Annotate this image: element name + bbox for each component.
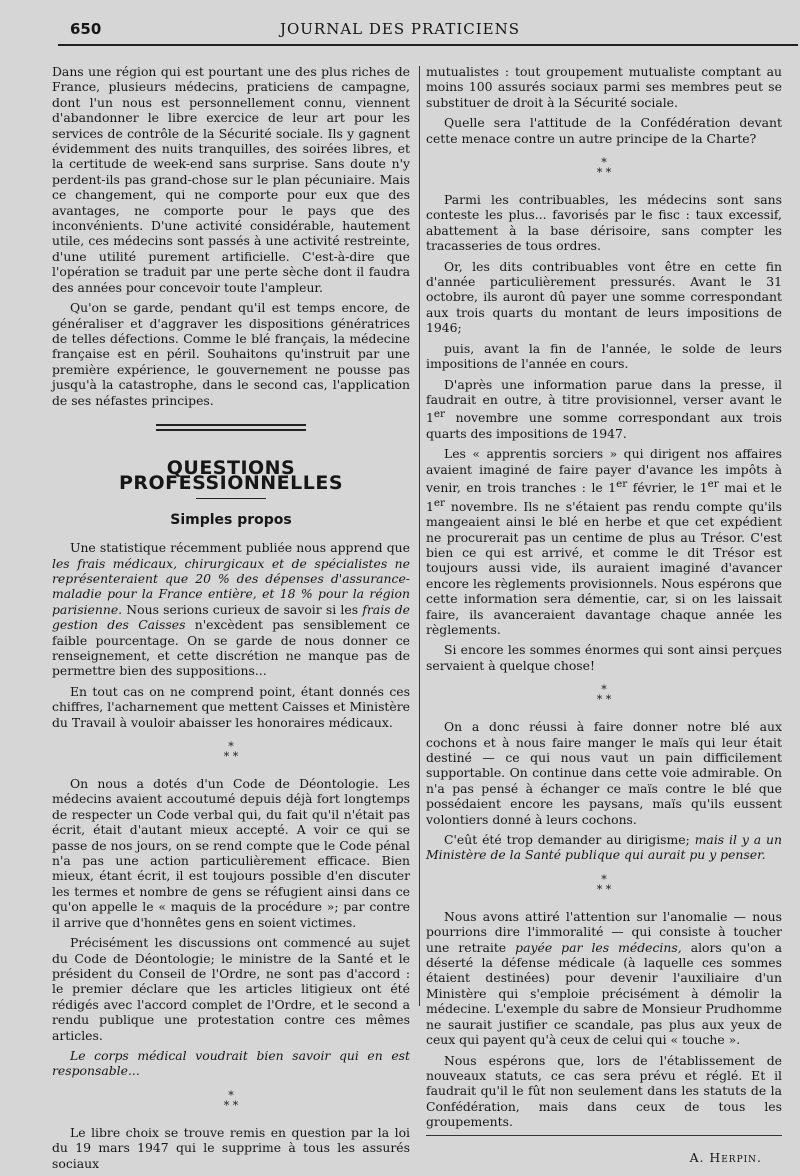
superscript: er	[433, 408, 445, 421]
italic-run: frais de gestion des Caisses	[52, 601, 410, 633]
paragraph-confederation: Quelle sera l'attitude de la Confédération devant cette menace contre un autre principe de la Charte?	[426, 115, 782, 146]
intro-paragraph-1: Dans une région qui est pourtant une des plus riches de France, plusieurs médecins, praticiens de campagne, dont l'un nous est personnellement connu, viennent d'abandonner le libre exercice de leur art pour les services de contrôle de la Sécurité sociale. Ils y gagnent évidemment des nuits tranquilles, des soirées libres, et la certitude de week-end sans surprise. Sans doute n'y perdent-ils pas grand-chose sur le plan pécuniaire. Mais ce changement, qui ne comporte pour eux que des avantages, ne comporte pour le pays que des inconvénients. D'une activité considérable, hautement utile, ces médecins sont passés à une activité restreinte, d'une utilité purement artificielle. C'est-à-dire que l'opération se traduit par une perte sèche dont il faudra des années pour concevoir toute l'ampleur.	[52, 64, 410, 295]
paragraph-statuts: Nous espérons que, lors de l'établissement de nouveaux statuts, ce cas sera prévu et réglé. Et il faudrait qu'il le fût non seulement dans les statuts de la Confédération, mais dans ceux de tous les groupements.	[426, 1052, 782, 1130]
asterism: * * *	[596, 872, 612, 896]
text-run: Nous serions curieux de savoir si les	[122, 601, 363, 617]
paragraph-information	[426, 377, 782, 442]
text-run: novembre une somme correspondant aux trois quarts des impositions de 1947.	[426, 410, 782, 441]
italic-run: payée par les médecins,	[515, 939, 682, 955]
paragraph-solde: puis, avant la fin de l'année, le solde de leurs impositions de l'année en cours.	[426, 340, 782, 372]
paragraph-ble-cochons: On a donc réussi à faire donner notre blé aux cochons et à nous faire manger le maïs qui leur était destiné — ce qui nous vaut un pain difficilement supportable. On continue dans cette voie admirable. On n'a pas pensé à échanger ce maïs contre le blé que possédaient encore les paysans, maïs qu'ils eussent volontiers donné à leurs cochons.	[426, 719, 782, 827]
asterism: * * *	[223, 740, 239, 764]
paragraph-anomalie	[426, 909, 782, 1048]
text-run: février, le 1	[627, 480, 708, 496]
text-run: Les « apprentis sorciers » qui dirigent nos affaires avaient imaginé de faire payer d'avance les impôts à venir, en trois tranches : le 1	[426, 446, 782, 496]
page-header	[0, 16, 800, 46]
text-run: mai et le 1	[426, 480, 782, 514]
superscript: er	[616, 478, 628, 491]
right-column	[426, 64, 782, 1165]
paragraph-discussions: Précisément les discussions ont commencé au sujet du Code de Déontologie; le ministre de la Santé et le président du Conseil de l'Ordre, ne sont pas d'accord : le premier déclare que les articles litigieux ont été rédigés avec l'accord complet de l'Ordre, et le second a rendu publique une protestation contre ces mêmes articles.	[52, 935, 410, 1043]
left-column	[52, 64, 410, 1176]
paragraph-apprentis-sorciers	[426, 446, 782, 637]
asterism: * * *	[223, 1088, 239, 1112]
text-run: novembre. Ils ne s'étaient pas rendu compte qu'ils mangeaient ainsi le blé en herbe et que cet expédient ne procurerait pas un centime de plus au Trésor. C'est bien ce qui est arrivé, et comme le dit Trésor est toujours aussi vide, ils auraient imaginé d'avancer encore les règlements provisionnels. Nous espérons que cette information sera démentie, car, si on les laissait faire, ils avanceraient davantage chaque année les règlements.	[426, 498, 782, 637]
title-rule	[196, 498, 266, 499]
paragraph-pressures: Or, les dits contribuables vont être en cette fin d'année particulièrement pressurés. Avant le 31 octobre, ils auront dû payer une somme correspondant aux trois quarts du montant de leurs impositions de 1946;	[426, 258, 782, 336]
journal-title: JOURNAL DES PRATICIENS	[279, 20, 521, 38]
superscript: er	[707, 478, 719, 491]
italic-run: les frais médicaux, chirurgicaux et de spécialistes ne représenteraient que 20 % des dépenses d'assurance-maladie pour la France entière, et 18 % pour la région parisienne.	[52, 555, 410, 617]
paragraph-sommes: Si encore les sommes énormes qui sont ainsi perçues servaient à quelque chose!	[426, 642, 782, 673]
text-run: Nous avons attiré l'attention sur l'anomalie — nous pourrions dire l'immoralité — qui consiste à toucher une retraite	[426, 908, 782, 955]
paragraph-libre-choix: Le libre choix se trouve remis en question par la loi du 19 mars 1947 qui le supprime à tous les assurés sociaux	[52, 1124, 410, 1171]
paragraph-statistique	[52, 540, 410, 679]
header-rule	[58, 44, 798, 46]
asterism: * * *	[596, 683, 612, 707]
paragraph-honoraires: En tout cas on ne comprend point, étant donnés ces chiffres, l'acharnement que mettent Caisses et Ministère du Travail à vouloir abaisser les honoraires médicaux.	[52, 683, 410, 730]
text-run: Une statistique récemment publiée nous apprend que	[70, 540, 410, 556]
asterism: * * *	[596, 156, 612, 180]
paragraph-contribuables: Parmi les contribuables, les médecins sont sans conteste les plus... favorisés par le fisc : taux excessif, abattement à la base dérisoire, sans compter les tracasseries de tous ordres.	[426, 192, 782, 254]
italic-run: Le corps médical voudrait bien savoir qui en est responsable...	[52, 1047, 410, 1079]
text-run: C'eût été trop demander au dirigisme;	[444, 832, 695, 848]
intro-paragraph-2: Qu'on se garde, pendant qu'il est temps encore, de généraliser et d'aggraver les dispositions génératrices de telles défections. Comme le blé français, la médecine française est en péril. Souhaitons qu'instruit par une première expérience, le gouvernement ne pousse pas jusqu'à la catastrophe, dans le second cas, l'application de ses néfastes principes.	[52, 300, 410, 408]
text-run: D'après une information parue dans la presse, il faudrait en outre, à titre provisionnel, verser avant le 1	[426, 376, 782, 426]
paragraph-code-deontologie: On nous a dotés d'un Code de Déontologie. Les médecins avaient accoutumé depuis déjà fort longtemps de respecter un Code verbal qui, du fait qu'il n'était pas écrit, était d'autant mieux accepté. A voir ce qui se passe de nos jours, on se rend compte que le Code pénal n'a pas une action particulièrement efficace. Bien mieux, étant écrit, il est toujours possible d'en discuter les termes et nombre de gens se réfugient ainsi dans ce qu'on appelle le « maquis de la procédure »; par contre il arrive que d'honnêtes gens en soient victimes.	[52, 776, 410, 930]
paragraph-dirigisme	[426, 832, 782, 863]
article-subtitle: Simples propos	[170, 511, 292, 528]
page-number: 650	[70, 20, 102, 38]
author-signature: A. Herpin.	[689, 1149, 762, 1165]
column-divider	[419, 66, 420, 1006]
text-run: n'excèdent pas sensiblement ce faible pourcentage. On se garde de nous donner ce renseignement, et cette discrétion ne manque pas de permettre bien des suppositions...	[52, 617, 410, 679]
italic-run: mais il y a un Ministère de la Santé publique qui aurait pu y penser.	[426, 832, 782, 863]
paragraph-responsable	[52, 1048, 410, 1079]
text-run: alors qu'on a déserté la défense médicale (à laquelle ces sommes étaient destinées) pour devenir l'auxiliaire d'un Ministère qui s'emploie précisément à démolir la médecine. L'exemple du sabre de Monsieur Prudhomme ne saurait justifier ce scandale, pas plus aux yeux de ceux qui payent qu'à ceux de celui qui « touche ».	[426, 939, 782, 1048]
section-separator	[156, 424, 306, 431]
superscript: er	[433, 496, 445, 509]
paragraph-mutualistes: mutualistes : tout groupement mutualiste comptant au moins 100 assurés sociaux parmi ses membres peut se substituer de droit à la Sécurité sociale.	[426, 64, 782, 110]
section-title: QUESTIONS PROFESSIONNELLES	[118, 456, 344, 495]
end-rule	[426, 1135, 782, 1136]
